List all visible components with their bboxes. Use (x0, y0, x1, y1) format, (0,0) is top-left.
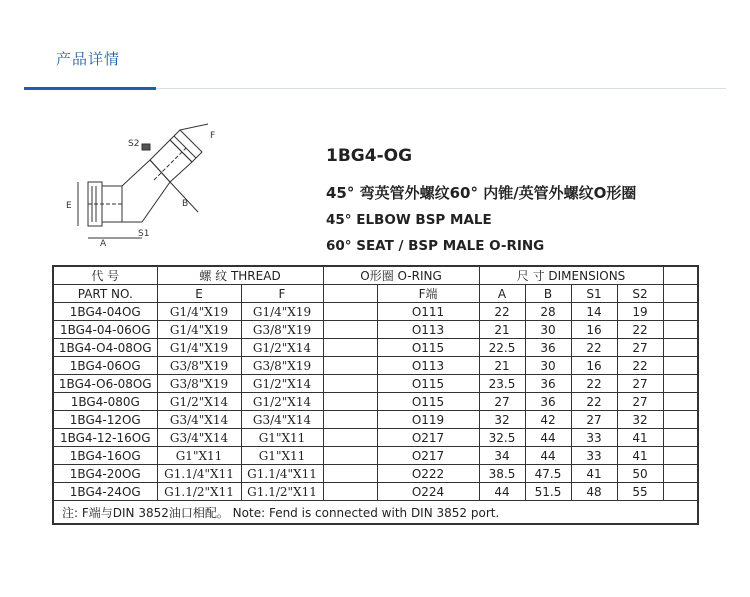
cell-oring-f-end: O119 (377, 411, 479, 429)
cell-part-no: 1BG4-080G (53, 393, 157, 411)
header-blank-2 (663, 285, 698, 303)
cell-thread-e: G1.1/4"X11 (157, 465, 241, 483)
cell-dim-s2: 27 (617, 375, 663, 393)
table-row (53, 429, 698, 447)
cell-thread-f: G3/8"X19 (241, 321, 323, 339)
cell-blank (663, 393, 698, 411)
cell-oring-blank (323, 375, 377, 393)
cell-dim-b: 51.5 (525, 483, 571, 501)
cell-dim-a: 22 (479, 303, 525, 321)
header-thread: 螺 纹 THREAD (157, 266, 323, 285)
cell-oring-blank (323, 429, 377, 447)
cell-dim-a: 21 (479, 321, 525, 339)
cell-thread-e: G1"X11 (157, 447, 241, 465)
cell-dim-s2: 55 (617, 483, 663, 501)
table-header-row-2 (53, 285, 698, 303)
cell-blank (663, 483, 698, 501)
cell-dim-s1: 14 (571, 303, 617, 321)
cell-thread-e: G1/4"X19 (157, 339, 241, 357)
table-row (53, 411, 698, 429)
table-row (53, 357, 698, 375)
cell-dim-s2: 22 (617, 321, 663, 339)
header-a: A (479, 285, 525, 303)
header-dimensions: 尺 寸 DIMENSIONS (479, 266, 663, 285)
cell-thread-e: G1/4"X19 (157, 321, 241, 339)
cell-dim-a: 32 (479, 411, 525, 429)
cell-thread-f: G1"X11 (241, 429, 323, 447)
cell-dim-s2: 22 (617, 357, 663, 375)
cell-dim-s1: 41 (571, 465, 617, 483)
cell-dim-b: 30 (525, 321, 571, 339)
cell-dim-s2: 41 (617, 429, 663, 447)
cell-oring-blank (323, 465, 377, 483)
header-blank (663, 266, 698, 285)
cell-thread-f: G1/4"X19 (241, 303, 323, 321)
cell-blank (663, 321, 698, 339)
cell-dim-s1: 27 (571, 411, 617, 429)
cell-dim-a: 44 (479, 483, 525, 501)
cell-blank (663, 465, 698, 483)
table-row (53, 321, 698, 339)
cell-oring-f-end: O111 (377, 303, 479, 321)
header-oring: O形圈 O-RING (323, 266, 479, 285)
cell-dim-s1: 48 (571, 483, 617, 501)
cell-thread-f: G1"X11 (241, 447, 323, 465)
cell-dim-a: 21 (479, 357, 525, 375)
table-row (53, 393, 698, 411)
cell-dim-b: 44 (525, 429, 571, 447)
cell-oring-f-end: O217 (377, 447, 479, 465)
cell-oring-f-end: O115 (377, 339, 479, 357)
description-english-2: 60° SEAT / BSP MALE O-RING (326, 238, 545, 254)
section-title: 产品详情 (56, 50, 121, 68)
cell-dim-s2: 27 (617, 393, 663, 411)
cell-blank (663, 375, 698, 393)
label-s2: S2 (128, 139, 140, 149)
cell-dim-b: 36 (525, 375, 571, 393)
spec-table (52, 265, 699, 525)
description-english-1: 45° ELBOW BSP MALE (326, 212, 492, 228)
header-oring-blank (323, 285, 377, 303)
cell-dim-s1: 22 (571, 393, 617, 411)
cell-blank (663, 429, 698, 447)
header-f: F (241, 285, 323, 303)
table-row (53, 339, 698, 357)
cell-dim-a: 38.5 (479, 465, 525, 483)
cell-dim-s2: 32 (617, 411, 663, 429)
cell-thread-f: G1/2"X14 (241, 339, 323, 357)
description-chinese: 45° 弯英管外螺纹60° 内锥/英管外螺纹O形圈 (326, 184, 637, 202)
label-s1: S1 (138, 229, 150, 239)
table-row (53, 447, 698, 465)
header-f-end: F端 (377, 285, 479, 303)
cell-dim-a: 22.5 (479, 339, 525, 357)
cell-dim-b: 42 (525, 411, 571, 429)
cell-part-no: 1BG4-O6-08OG (53, 375, 157, 393)
cell-dim-b: 44 (525, 447, 571, 465)
table-header-row-1 (53, 266, 698, 285)
cell-oring-blank (323, 411, 377, 429)
cell-thread-e: G1/2"X14 (157, 393, 241, 411)
cell-thread-f: G1/2"X14 (241, 393, 323, 411)
table-row (53, 375, 698, 393)
cell-dim-s2: 19 (617, 303, 663, 321)
cell-thread-e: G3/4"X14 (157, 429, 241, 447)
cell-dim-b: 36 (525, 393, 571, 411)
cell-dim-b: 47.5 (525, 465, 571, 483)
cell-dim-a: 23.5 (479, 375, 525, 393)
cell-dim-s1: 16 (571, 357, 617, 375)
label-f: F (210, 131, 216, 141)
cell-thread-f: G1.1/4"X11 (241, 465, 323, 483)
cell-part-no: 1BG4-16OG (53, 447, 157, 465)
cell-thread-e: G3/4"X14 (157, 411, 241, 429)
cell-part-no: 1BG4-20OG (53, 465, 157, 483)
header-s1: S1 (571, 285, 617, 303)
cell-part-no: 1BG4-04-06OG (53, 321, 157, 339)
cell-oring-f-end: O113 (377, 357, 479, 375)
table-row (53, 303, 698, 321)
cell-oring-f-end: O222 (377, 465, 479, 483)
header-part-no: PART NO. (53, 285, 157, 303)
table-note-row (53, 501, 698, 525)
cell-oring-blank (323, 483, 377, 501)
cell-oring-f-end: O217 (377, 429, 479, 447)
cell-dim-s1: 22 (571, 375, 617, 393)
cell-part-no: 1BG4-24OG (53, 483, 157, 501)
cell-thread-e: G1/4"X19 (157, 303, 241, 321)
cell-blank (663, 411, 698, 429)
cell-blank (663, 303, 698, 321)
cell-dim-a: 32.5 (479, 429, 525, 447)
cell-part-no: 1BG4-12OG (53, 411, 157, 429)
table-note: 注: F端与DIN 3852油口相配。 Note: Fend is connected with DIN 3852 port. (53, 501, 698, 525)
cell-oring-blank (323, 357, 377, 375)
cell-thread-e: G3/8"X19 (157, 375, 241, 393)
cell-dim-b: 36 (525, 339, 571, 357)
cell-thread-f: G3/8"X19 (241, 357, 323, 375)
cell-oring-blank (323, 321, 377, 339)
cell-dim-s1: 22 (571, 339, 617, 357)
header-e: E (157, 285, 241, 303)
header-s2: S2 (617, 285, 663, 303)
cell-oring-f-end: O115 (377, 393, 479, 411)
cell-thread-f: G3/4"X14 (241, 411, 323, 429)
cell-blank (663, 447, 698, 465)
cell-part-no: 1BG4-04OG (53, 303, 157, 321)
label-a: A (100, 239, 107, 249)
cell-dim-a: 34 (479, 447, 525, 465)
label-e: E (66, 201, 72, 211)
elbow-fitting-drawing (58, 120, 238, 260)
header-code: 代 号 (53, 266, 157, 285)
cell-oring-blank (323, 303, 377, 321)
title-accent-bar (24, 87, 156, 90)
cell-dim-s2: 27 (617, 339, 663, 357)
cell-dim-a: 27 (479, 393, 525, 411)
cell-dim-s1: 33 (571, 429, 617, 447)
model-number: 1BG4-OG (326, 146, 413, 166)
cell-part-no: 1BG4-12-16OG (53, 429, 157, 447)
cell-thread-e: G1.1/2"X11 (157, 483, 241, 501)
table-row (53, 483, 698, 501)
table-row (53, 465, 698, 483)
cell-part-no: 1BG4-O4-08OG (53, 339, 157, 357)
cell-thread-f: G1.1/2"X11 (241, 483, 323, 501)
cell-oring-f-end: O115 (377, 375, 479, 393)
label-b: B (182, 199, 189, 209)
header-b: B (525, 285, 571, 303)
cell-dim-s2: 50 (617, 465, 663, 483)
cell-thread-e: G3/8"X19 (157, 357, 241, 375)
cell-oring-blank (323, 393, 377, 411)
cell-blank (663, 357, 698, 375)
cell-thread-f: G1/2"X14 (241, 375, 323, 393)
cell-dim-s2: 41 (617, 447, 663, 465)
cell-oring-blank (323, 447, 377, 465)
cell-dim-b: 30 (525, 357, 571, 375)
cell-part-no: 1BG4-06OG (53, 357, 157, 375)
cell-dim-b: 28 (525, 303, 571, 321)
cell-blank (663, 339, 698, 357)
cell-dim-s1: 16 (571, 321, 617, 339)
cell-oring-f-end: O224 (377, 483, 479, 501)
cell-oring-blank (323, 339, 377, 357)
cell-dim-s1: 33 (571, 447, 617, 465)
cell-oring-f-end: O113 (377, 321, 479, 339)
